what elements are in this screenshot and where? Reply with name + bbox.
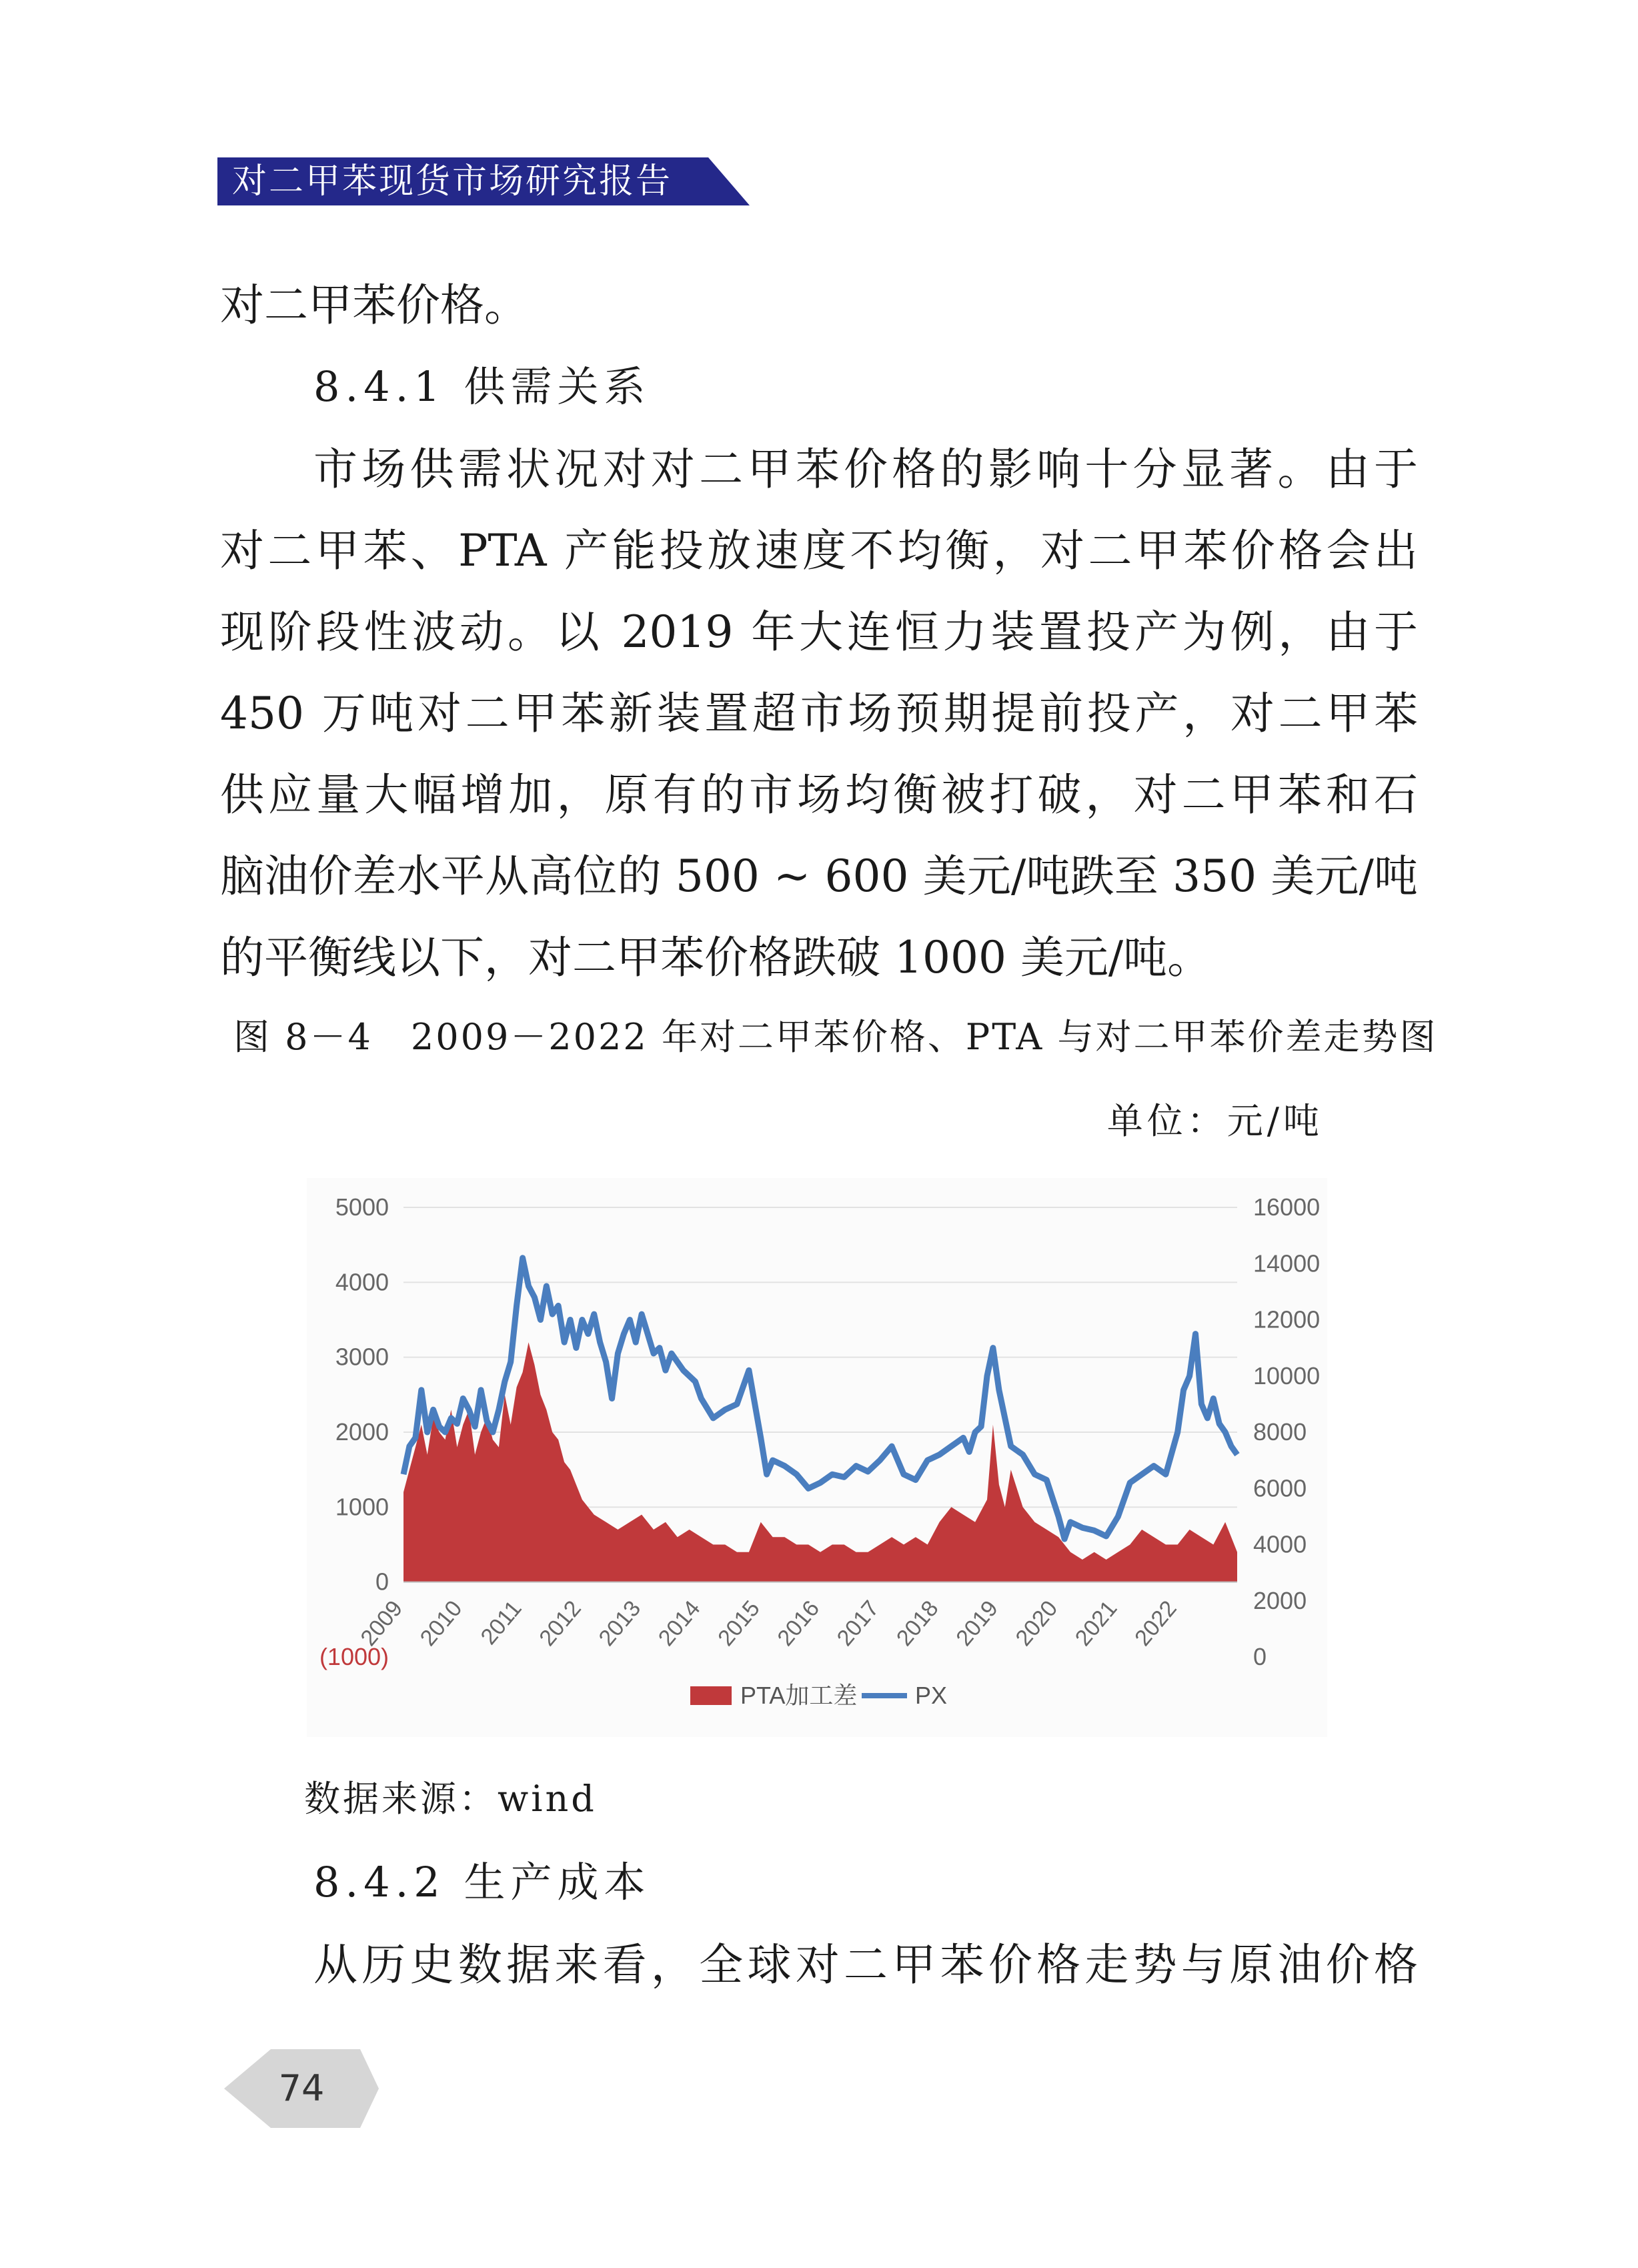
x-axis-tick: 2012	[534, 1596, 586, 1651]
right-axis-tick: 2000	[1253, 1586, 1307, 1614]
right-axis-tick: 12000	[1253, 1305, 1321, 1333]
chart-canvas	[307, 1178, 1327, 1737]
paragraph-line: 对二甲苯、PTA 产能投放速度不均衡，对二甲苯价格会出	[220, 525, 1418, 576]
paragraph-line: 450 万吨对二甲苯新装置超市场预期提前投产，对二甲苯	[220, 688, 1418, 739]
data-source: 数据来源：wind	[304, 1778, 597, 1820]
x-axis-tick: 2011	[476, 1596, 527, 1650]
x-axis-tick: 2015	[713, 1596, 765, 1651]
figure-unit: 单位：元/吨	[1106, 1100, 1323, 1142]
x-axis-tick: 2016	[772, 1596, 825, 1651]
x-axis-tick: 2013	[594, 1596, 646, 1651]
paragraph-line: 脑油价差水平从高位的 500 ~ 600 美元/吨跌至 350 美元/吨	[220, 851, 1418, 902]
x-axis-tick: 2018	[891, 1596, 944, 1651]
left-axis-tick: 4000	[335, 1268, 389, 1296]
price-chart	[307, 1178, 1327, 1737]
right-axis-tick: 10000	[1253, 1361, 1321, 1389]
left-axis-tick: 2000	[335, 1418, 389, 1446]
paragraph-line: 供应量大幅增加，原有的市场均衡被打破，对二甲苯和石	[220, 769, 1418, 820]
running-header	[217, 157, 750, 205]
x-axis-tick: 2022	[1130, 1596, 1182, 1651]
paragraph-line: 市场供需状况对对二甲苯价格的影响十分显著。由于	[313, 444, 1418, 495]
right-axis-tick: 16000	[1253, 1193, 1321, 1221]
x-axis-tick: 2010	[415, 1596, 468, 1651]
x-axis-tick: 2021	[1070, 1596, 1122, 1651]
right-axis-tick: 4000	[1253, 1530, 1307, 1558]
paragraph-line: 对二甲苯价格。	[220, 279, 528, 331]
x-axis-tick: 2019	[951, 1596, 1003, 1651]
legend-swatch-pta-spread	[690, 1686, 732, 1705]
right-axis-tick: 14000	[1253, 1249, 1321, 1277]
right-axis-tick: 8000	[1253, 1418, 1307, 1446]
x-axis-tick: 2020	[1010, 1596, 1063, 1651]
left-axis-tick: 0	[375, 1568, 389, 1596]
section-heading: 8.4.2 生产成本	[313, 1858, 651, 1906]
paragraph-line: 从历史数据来看，全球对二甲苯价格走势与原油价格	[313, 1939, 1418, 1991]
x-axis-tick: 2009	[355, 1596, 408, 1651]
x-axis-tick: 2014	[653, 1596, 706, 1651]
paragraph-line: 的平衡线以下，对二甲苯价格跌破 1000 美元/吨。	[220, 932, 1212, 983]
page-number: 74	[278, 2067, 325, 2109]
right-axis-tick: 6000	[1253, 1474, 1307, 1502]
header-title: 对二甲苯现货市场研究报告	[232, 161, 673, 201]
section-heading: 8.4.1 供需关系	[313, 362, 651, 411]
left-axis-tick: 1000	[335, 1493, 389, 1521]
page-number-badge	[224, 2045, 379, 2132]
legend-label-pta-spread: PTA加工差	[740, 1682, 858, 1709]
left-axis-tick: (1000)	[319, 1643, 389, 1670]
x-axis-tick: 2017	[832, 1596, 884, 1651]
left-axis-tick: 5000	[335, 1193, 389, 1221]
legend-label-px: PX	[915, 1682, 948, 1709]
figure-caption: 图 8－4 2009－2022 年对二甲苯价格、PTA 与对二甲苯价差走势图	[233, 1016, 1438, 1058]
series-pta-spread-area	[403, 1342, 1237, 1582]
left-axis-tick: 3000	[335, 1343, 389, 1371]
right-axis-tick: 0	[1253, 1643, 1267, 1670]
paragraph-line: 现阶段性波动。以 2019 年大连恒力装置投产为例，由于	[220, 606, 1418, 658]
